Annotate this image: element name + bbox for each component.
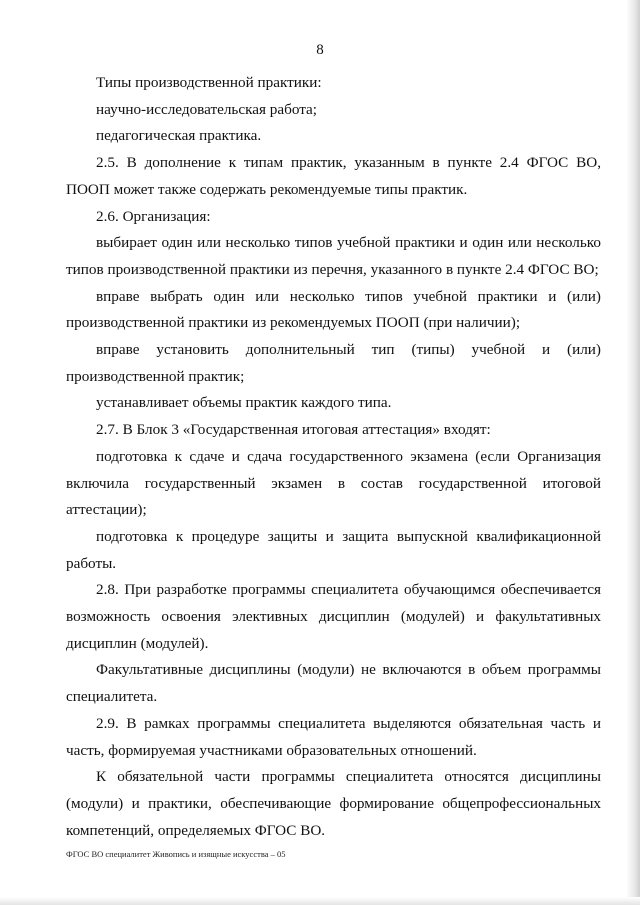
paragraph: устанавливает объемы практик каждого типа. — [96, 394, 392, 412]
paragraph: подготовка к процедуре защиты и защита выпускной квалификационной работы. — [66, 527, 601, 572]
paragraph: педагогическая практика. — [96, 127, 262, 145]
paragraph: 2.7. В Блок 3 «Государственная итоговая аттестация» входят: — [96, 421, 491, 439]
paragraph: 2.6. Организация: — [96, 207, 211, 225]
paragraph: К обязательной части программы специалитета относятся дисциплины (модули) и практики, обеспечивающие формирование общепрофессиональных компетенций, определяемых ФГОС ВО. — [66, 768, 601, 839]
document-footer: ФГОС ВО специалитет Живопись и изящные искусства – 05 — [66, 849, 286, 859]
scan-shadow-bottom — [0, 897, 640, 905]
paragraph: научно-исследовательская работа; — [96, 100, 318, 118]
paragraph: 2.5. В дополнение к типам практик, указанным в пункте 2.4 ФГОС ВО, ПООП может также содержать рекомендуемые типы практик. — [66, 154, 601, 198]
scan-shadow-right — [626, 0, 640, 905]
paragraph: Типы производственной практики: — [96, 74, 322, 91]
document-body — [66, 70, 601, 844]
paragraph: 2.9. В рамках программы специалитета выделяются обязательная часть и часть, формируемая участниками образовательных отношений. — [66, 714, 601, 759]
page-number: 8 — [316, 42, 324, 58]
paragraph: вправе установить дополнительный тип (типы) учебной и (или) производственной практик; — [66, 341, 601, 385]
paragraph: выбирает один или несколько типов учебной практики и один или несколько типов производственной практики из перечня, указанного в пункте 2.4 ФГОС ВО; — [66, 234, 601, 278]
paragraph: 2.8. При разработке программы специалитета обучающимся обеспечивается возможность освоения элективных дисциплин (модулей) и факультативных дисциплин (модулей). — [66, 581, 601, 652]
paragraph: подготовка к сдаче и сдача государственного экзамена (если Организация включила государственный экзамен в состав государственной итоговой аттестации); — [66, 447, 601, 519]
paragraph: Факультативные дисциплины (модули) не включаются в объем программы специалитета. — [66, 661, 601, 706]
paragraph: вправе выбрать один или несколько типов учебной практики и (или) производственной практики из рекомендуемых ПООП (при наличии); — [66, 287, 601, 332]
